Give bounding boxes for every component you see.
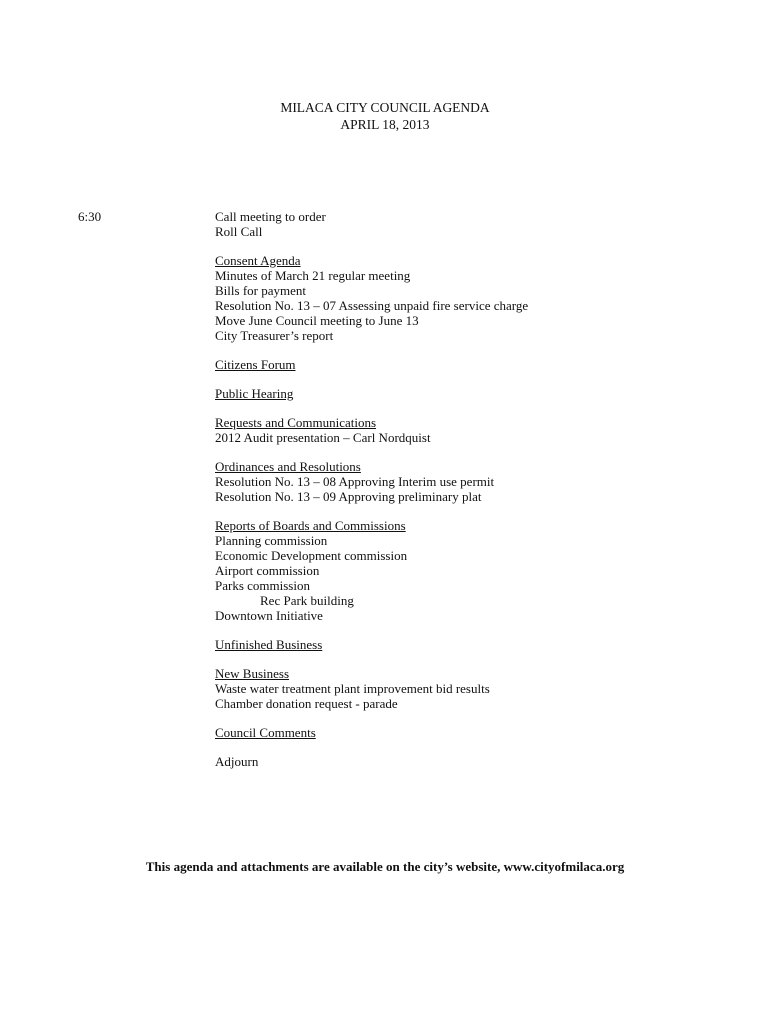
section-citizens-forum bbox=[215, 357, 675, 372]
opening-items bbox=[215, 209, 675, 239]
section-requests-communications bbox=[215, 415, 675, 445]
list-item: Airport commission bbox=[215, 563, 320, 578]
agenda-title: MILACA CITY COUNCIL AGENDA bbox=[280, 100, 490, 115]
meeting-time: 6:30 bbox=[78, 209, 102, 224]
list-item: Parks commission bbox=[215, 578, 310, 593]
opening-item-call-to-order: Call meeting to order bbox=[215, 209, 326, 224]
section-reports-boards bbox=[215, 518, 675, 623]
list-item: Chamber donation request - parade bbox=[215, 696, 398, 711]
list-item: Minutes of March 21 regular meeting bbox=[215, 268, 411, 283]
list-item: Downtown Initiative bbox=[215, 608, 323, 623]
section-heading: Public Hearing bbox=[215, 386, 294, 401]
agenda-footer: This agenda and attachments are available on the city’s website, www.cityofmilaca.org bbox=[145, 859, 625, 874]
list-item: Economic Development commission bbox=[215, 548, 408, 563]
section-heading: Consent Agenda bbox=[215, 253, 301, 268]
section-heading: Unfinished Business bbox=[215, 637, 323, 652]
list-item: Resolution No. 13 – 07 Assessing unpaid fire service charge bbox=[215, 298, 529, 313]
section-unfinished-business bbox=[215, 637, 675, 652]
section-heading: New Business bbox=[215, 666, 290, 681]
section-consent-agenda bbox=[215, 253, 675, 343]
adjourn-item: Adjourn bbox=[215, 754, 259, 769]
section-new-business bbox=[215, 666, 675, 711]
list-item: Bills for payment bbox=[215, 283, 306, 298]
section-heading: Ordinances and Resolutions bbox=[215, 459, 361, 474]
section-adjourn bbox=[215, 754, 675, 769]
agenda-body bbox=[215, 209, 675, 769]
section-heading: Reports of Boards and Commissions bbox=[215, 518, 406, 533]
list-item: 2012 Audit presentation – Carl Nordquist bbox=[215, 430, 431, 445]
section-heading: Council Comments bbox=[215, 725, 316, 740]
list-item: Move June Council meeting to June 13 bbox=[215, 313, 419, 328]
list-item-sub: Rec Park building bbox=[260, 593, 354, 608]
list-item: Resolution No. 13 – 08 Approving Interim use permit bbox=[215, 474, 495, 489]
section-heading: Citizens Forum bbox=[215, 357, 296, 372]
list-item: Waste water treatment plant improvement bid results bbox=[215, 681, 490, 696]
agenda-date: APRIL 18, 2013 bbox=[340, 117, 430, 132]
section-public-hearing bbox=[215, 386, 675, 401]
section-ordinances-resolutions bbox=[215, 459, 675, 504]
list-item: Planning commission bbox=[215, 533, 328, 548]
list-item: City Treasurer’s report bbox=[215, 328, 334, 343]
section-council-comments bbox=[215, 725, 675, 740]
section-heading: Requests and Communications bbox=[215, 415, 377, 430]
opening-item-roll-call: Roll Call bbox=[215, 224, 263, 239]
list-item: Resolution No. 13 – 09 Approving preliminary plat bbox=[215, 489, 482, 504]
agenda-header bbox=[0, 99, 770, 133]
